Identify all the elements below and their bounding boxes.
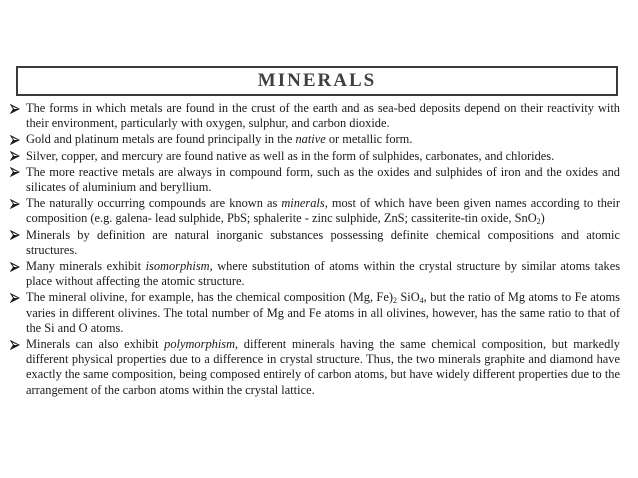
bullet-text: polymorphism, xyxy=(164,337,239,352)
bullet-text: most of which have been given names according to their composition (e.g. galena- lead sulphide, PbS; sphalerite - zinc sulphide, ZnS; cassiterite-tin oxide, SnO xyxy=(26,196,620,226)
bullet-text: ) xyxy=(540,211,545,226)
subscript-text: 2 xyxy=(392,296,397,306)
bullet-text: , but the ratio of Mg atoms to Fe atoms varies in different olivines. The total number of Mg and Fe atoms in all olivines, however, has the same ratio to that of the Si and O atoms. xyxy=(26,290,620,335)
bullet-text: Minerals by definition are natural inorganic substances possessing definite chemical compositions and atomic structures. xyxy=(26,227,620,257)
bullet-text: where substitution of atoms within the crystal structure by similar atoms takes place without affecting the atomic structure. xyxy=(26,259,621,289)
list-item xyxy=(8,165,620,195)
bullet-text: different minerals having the same chemical composition, but markedly different physical properties due to a difference in crystal structure. Thus, the two minerals graphite and diamond have exactly the same composition, being composed entirely of carbon atoms, but have widely different properties due to the arrangement of the carbon atoms within the crystal lattice. xyxy=(26,337,620,397)
list-item xyxy=(8,101,620,131)
arrowhead-bullet-icon xyxy=(8,132,22,147)
subscript-text: 4 xyxy=(419,296,424,306)
arrowhead-bullet-icon xyxy=(8,149,22,164)
list-item xyxy=(8,132,620,147)
list-item xyxy=(8,228,620,258)
bullet-text: Silver, copper, and mercury are found native as well as in the form of sulphides, carbonates, and chlorides. xyxy=(26,148,555,163)
bullet-text: The forms in which metals are found in the crust of the earth and as sea-bed deposits depend on their reactivity with their environment, particularly with oxygen, sulphur, and carbon dioxide. xyxy=(26,101,620,131)
bullet-text: minerals, xyxy=(281,196,328,211)
arrowhead-bullet-icon xyxy=(8,290,22,305)
page-title: MINERALS xyxy=(257,70,377,91)
bullet-text: The mineral olivine, for example, has the chemical composition (Mg, Fe) xyxy=(26,290,393,305)
bullet-text: or metallic form. xyxy=(325,132,413,147)
bullet-text: Many minerals exhibit xyxy=(26,259,146,274)
arrowhead-bullet-icon xyxy=(8,101,22,116)
list-item xyxy=(8,149,620,164)
bullet-list xyxy=(8,101,620,399)
arrowhead-bullet-icon xyxy=(8,337,22,352)
bullet-text: Gold and platinum metals are found principally in the xyxy=(26,132,296,147)
title-box xyxy=(16,66,618,96)
subscript-text: 2 xyxy=(536,217,541,227)
arrowhead-bullet-icon xyxy=(8,259,22,274)
list-item xyxy=(8,337,620,398)
bullet-text: The naturally occurring compounds are known as xyxy=(26,196,282,211)
list-item xyxy=(8,290,620,336)
list-item xyxy=(8,259,620,289)
bullet-text: isomorphism, xyxy=(145,259,213,274)
list-item xyxy=(8,196,620,226)
arrowhead-bullet-icon xyxy=(8,196,22,211)
bullet-text: The more reactive metals are always in compound form, such as the oxides and sulphides of iron and the oxides and silicates of aluminium and beryllium. xyxy=(26,164,620,195)
bullet-text: Minerals can also exhibit xyxy=(26,337,165,352)
arrowhead-bullet-icon xyxy=(8,165,22,180)
bullet-text: SiO xyxy=(396,290,420,305)
arrowhead-bullet-icon xyxy=(8,228,22,243)
bullet-text: native xyxy=(295,132,326,147)
